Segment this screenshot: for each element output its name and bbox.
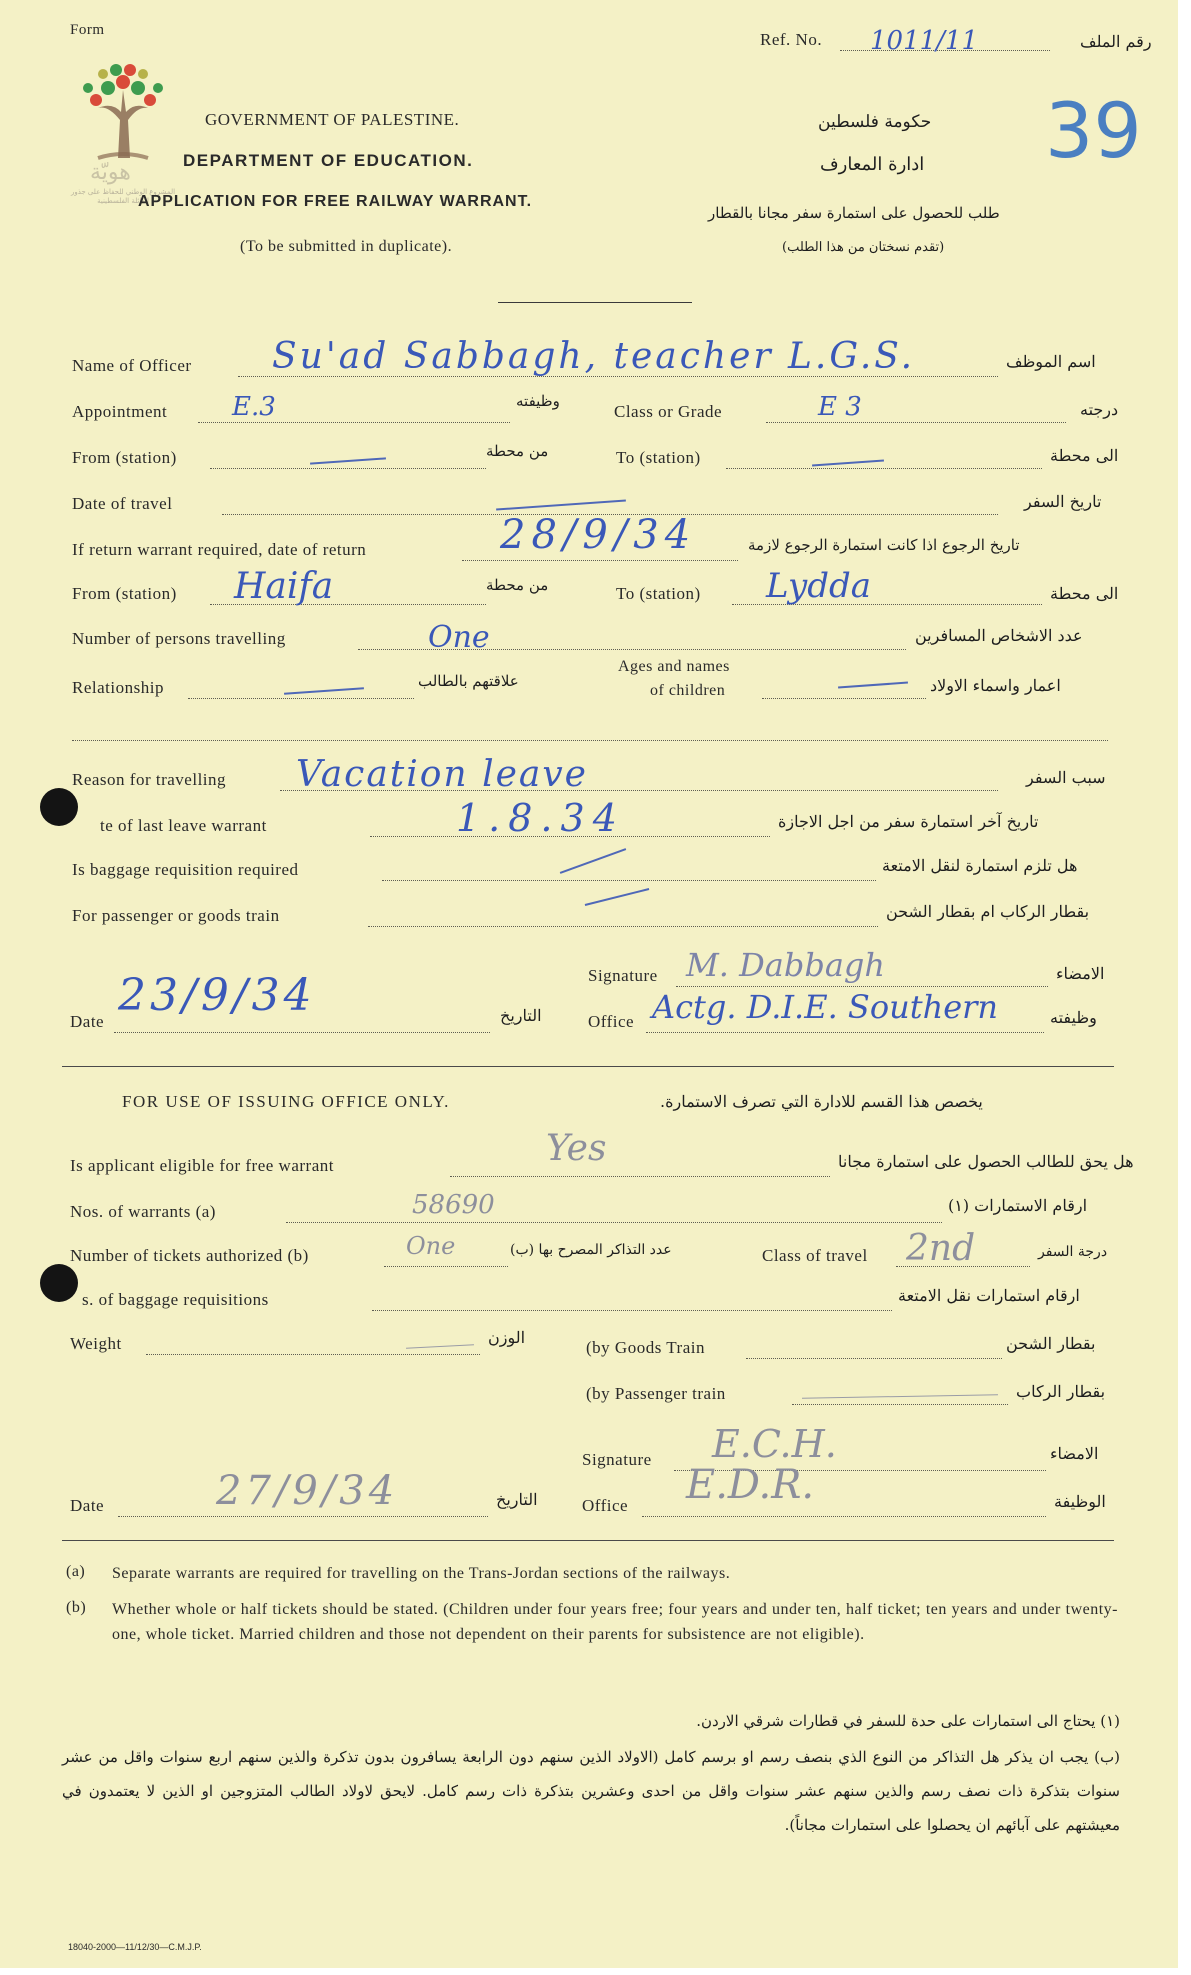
persons-value: One (428, 620, 490, 655)
department-title-ar: ادارة المعارف (820, 154, 925, 175)
section-divider-2 (62, 1066, 1114, 1067)
printer-code: 18040-2000—11/12/30—C.M.J.P. (68, 1942, 202, 1952)
ages-label-line1: Ages and names (618, 658, 730, 675)
punch-hole-bottom (40, 1264, 78, 1302)
last-leave-value: 1.8.34 (456, 796, 625, 840)
page-number: 39 (1045, 86, 1142, 175)
from-station-1-dash (310, 457, 386, 464)
ref-value: 1011/11 (870, 26, 979, 56)
form-title: APPLICATION FOR FREE RAILWAY WARRANT. (138, 193, 533, 210)
from-station-1-label: From (station) (72, 448, 177, 467)
train-label-ar: بقطار الركاب ام بقطار الشحن (886, 902, 1090, 921)
government-title-ar: حكومة فلسطين (818, 112, 932, 132)
class-travel-label-ar: درجة السفر (1038, 1244, 1108, 1260)
issuer-office-line (642, 1516, 1046, 1517)
tickets-label: Number of tickets authorized (b) (70, 1246, 309, 1265)
issuer-office-value: E.D.R. (686, 1462, 815, 1508)
note-b-ar: (ب) يجب ان يذكر هل التذاكر من النوع الذي بنصف رسم او برسم كامل (الاولاد الذين سنهم دون الرابعة يسافرون بدون تذكرة والذين سنهم اربع سنوات واقل من عشر سنوات بتذكرة ذات نصف رسم والذين سنهم عشر سنوات واقل من احدى وعشرين بتذكرة ذات رسم كامل. لايحق لاولاد الطالب المتزوجين او الذين لا يعتمدون في معيشتهم على آبائهم ان يحصلوا على استمارات مجاناً). (62, 1748, 1120, 1834)
tickets-value: One (406, 1232, 456, 1260)
issuer-date-label-ar: التاريخ (496, 1490, 538, 1509)
baggage-label-ar: هل تلزم استمارة لنقل الامتعة (882, 856, 1078, 875)
issuer-signature-value: E.C.H. (712, 1422, 837, 1466)
note-b-marker: (b) (66, 1599, 87, 1616)
goods-train-line (746, 1358, 1002, 1359)
applicant-office-label-ar: وظيفته (1050, 1008, 1097, 1027)
applicant-date-line (114, 1032, 490, 1033)
ref-label-ar: رقم الملف (1080, 32, 1152, 51)
train-label: For passenger or goods train (72, 906, 280, 925)
from-station-1-line (210, 468, 486, 469)
applicant-signature-label: Signature (588, 966, 658, 985)
passenger-train-label: (by Passenger train (586, 1384, 726, 1403)
logo-wordmark: هويّة (90, 160, 131, 185)
train-line (368, 926, 878, 927)
eligible-line (450, 1176, 830, 1177)
appointment-value: E.3 (232, 392, 276, 422)
applicant-signature-label-ar: الامضاء (1056, 964, 1105, 983)
goods-train-label: (by Goods Train (586, 1338, 705, 1357)
goods-train-label-ar: بقطار الشحن (1006, 1334, 1096, 1353)
heritage-logo (68, 50, 178, 205)
applicant-signature-value: M. Dabbagh (686, 946, 885, 984)
government-title: GOVERNMENT OF PALESTINE. (205, 110, 460, 129)
date-travel-label: Date of travel (72, 494, 173, 513)
from-station-1-label-ar: من محطة (486, 442, 549, 460)
issuing-heading: FOR USE OF ISSUING OFFICE ONLY. (122, 1092, 450, 1111)
weight-line (146, 1354, 480, 1355)
name-label-ar: اسم الموظف (1006, 352, 1096, 371)
issuer-date-label: Date (70, 1496, 105, 1515)
ages-dash (838, 682, 908, 689)
baggage-line (382, 880, 876, 881)
section-divider-3 (62, 1540, 1114, 1541)
issuer-office-label: Office (582, 1496, 629, 1515)
punch-hole-top (40, 788, 78, 826)
passenger-train-label-ar: بقطار الركاب (1016, 1382, 1106, 1401)
warrants-label-ar: ارقام الاستمارات (١) (948, 1196, 1088, 1215)
form-subtitle-ar: (تقدم نسختان من هذا الطلب) (782, 240, 945, 255)
to-station-1-line (726, 468, 1042, 469)
applicant-date-label-ar: التاريخ (500, 1006, 542, 1025)
from-station-2-value: Haifa (234, 566, 334, 607)
reason-label: Reason for travelling (72, 770, 227, 789)
warrants-label: Nos. of warrants (a) (70, 1202, 216, 1221)
applicant-date-label: Date (70, 1012, 105, 1031)
logo-caption: المشروع الوطني للحفاظ على جذور العائلة الفلسطينية (70, 188, 176, 205)
ages-line (762, 698, 926, 699)
reason-label-ar: سبب السفر (1026, 768, 1106, 787)
to-station-2-value: Lydda (766, 566, 871, 606)
note-a-text: Separate warrants are required for travelling on the Trans-Jordan sections of the railways. (112, 1565, 731, 1582)
last-leave-label-ar: تاريخ آخر استمارة سفر من اجل الاجازة (778, 812, 1039, 831)
class-value: E 3 (818, 392, 862, 422)
persons-label: Number of persons travelling (72, 629, 286, 648)
to-station-1-label-ar: الى محطة (1050, 446, 1119, 465)
train-dash (585, 888, 650, 906)
baggage-dash (560, 848, 626, 874)
to-station-1-label: To (station) (616, 448, 701, 467)
baggage-req-label: s. of baggage requisitions (82, 1290, 269, 1309)
applicant-date-value: 23/9/34 (118, 970, 316, 1021)
baggage-req-label-ar: ارقام استمارات نقل الامتعة (898, 1286, 1080, 1305)
issuer-signature-label-ar: الامضاء (1050, 1444, 1099, 1463)
issuer-date-line (118, 1516, 488, 1517)
class-travel-label: Class of travel (762, 1246, 868, 1265)
issuer-signature-label: Signature (582, 1450, 652, 1469)
class-travel-value: 2nd (906, 1228, 976, 1269)
name-value: Su'ad Sabbagh, teacher L.G.S. (272, 336, 916, 377)
to-station-1-dash (812, 459, 884, 466)
applicant-office-line (646, 1032, 1044, 1033)
last-leave-label: te of last leave warrant (100, 816, 267, 835)
from-station-2-label-ar: من محطة (486, 576, 549, 594)
ref-label: Ref. No. (760, 30, 823, 49)
ages-label-ar: اعمار واسماء الاولاد (930, 676, 1061, 695)
issuing-heading-ar: يخصص هذا القسم للادارة التي تصرف الاستمارة. (660, 1092, 983, 1111)
passenger-train-line (792, 1404, 1008, 1405)
ages-label-line2: of children (650, 682, 726, 699)
appointment-line (198, 422, 510, 423)
header-divider (498, 302, 692, 303)
eligible-label-ar: هل يحق للطالب الحصول على استمارة مجانا (838, 1152, 1134, 1171)
to-station-2-label: To (station) (616, 584, 701, 603)
name-label: Name of Officer (72, 356, 192, 375)
baggage-label: Is baggage requisition required (72, 860, 299, 879)
passenger-train-dash (802, 1394, 998, 1398)
weight-label: Weight (70, 1334, 122, 1353)
issuer-office-label-ar: الوظيفة (1054, 1492, 1106, 1511)
weight-label-ar: الوزن (488, 1328, 526, 1347)
to-station-2-label-ar: الى محطة (1050, 584, 1119, 603)
note-b-text: Whether whole or half tickets should be stated. (Children under four years free; four years and under ten, half ticket; ten years and under twenty-one, whole ticket. Married children and those not dependent on their parents for subsistence are not eligible). (112, 1601, 1118, 1643)
return-date-value: 28/9/34 (500, 512, 697, 558)
applicant-office-value: Actg. D.I.E. Southern (652, 988, 999, 1026)
appointment-label: Appointment (72, 402, 168, 421)
tickets-line (384, 1266, 508, 1267)
reason-value: Vacation leave (296, 754, 588, 795)
note-a-marker: (a) (66, 1563, 86, 1580)
return-date-label: If return warrant required, date of return (72, 540, 367, 559)
issuer-date-value: 27/9/34 (216, 1468, 399, 1514)
baggage-req-line (372, 1310, 892, 1311)
warrants-line (286, 1222, 942, 1223)
class-line (766, 422, 1066, 423)
eligible-value: Yes (546, 1128, 607, 1169)
applicant-signature-line (676, 986, 1048, 987)
relationship-label: Relationship (72, 678, 164, 697)
class-label: Class or Grade (614, 402, 723, 421)
tickets-label-ar: عدد التذاكر المصرح بها (ب) (510, 1242, 672, 1258)
class-label-ar: درجته (1080, 400, 1119, 419)
note-a-ar: (١) يحتاج الى استمارات على حدة للسفر في قطارات شرقي الاردن. (696, 1712, 1120, 1730)
appointment-label-ar: وظيفته (516, 392, 560, 410)
persons-label-ar: عدد الاشخاص المسافرين (915, 626, 1083, 645)
form-title-ar: طلب للحصول على استمارة سفر مجانا بالقطار (708, 204, 1000, 222)
relationship-label-ar: علاقتهم بالطالب (418, 672, 519, 690)
from-station-2-label: From (station) (72, 584, 177, 603)
tree-logo-icon (68, 50, 178, 160)
weight-dash (406, 1344, 474, 1349)
date-travel-label-ar: تاريخ السفر (1024, 492, 1102, 511)
department-title: DEPARTMENT OF EDUCATION. (183, 151, 474, 170)
form-label: Form (70, 22, 105, 38)
return-date-line (462, 560, 738, 561)
date-travel-dash (496, 499, 626, 510)
applicant-office-label: Office (588, 1012, 635, 1031)
form-subtitle: (To be submitted in duplicate). (240, 238, 453, 255)
return-date-label-ar: تاريخ الرجوع اذا كانت استمارة الرجوع لازمة (748, 536, 1020, 554)
section-divider-1 (72, 740, 1108, 741)
eligible-label: Is applicant eligible for free warrant (70, 1156, 334, 1175)
relationship-dash (284, 687, 364, 695)
relationship-line (188, 698, 414, 699)
scan-edge (1178, 0, 1191, 1975)
warrants-value: 58690 (412, 1190, 495, 1220)
